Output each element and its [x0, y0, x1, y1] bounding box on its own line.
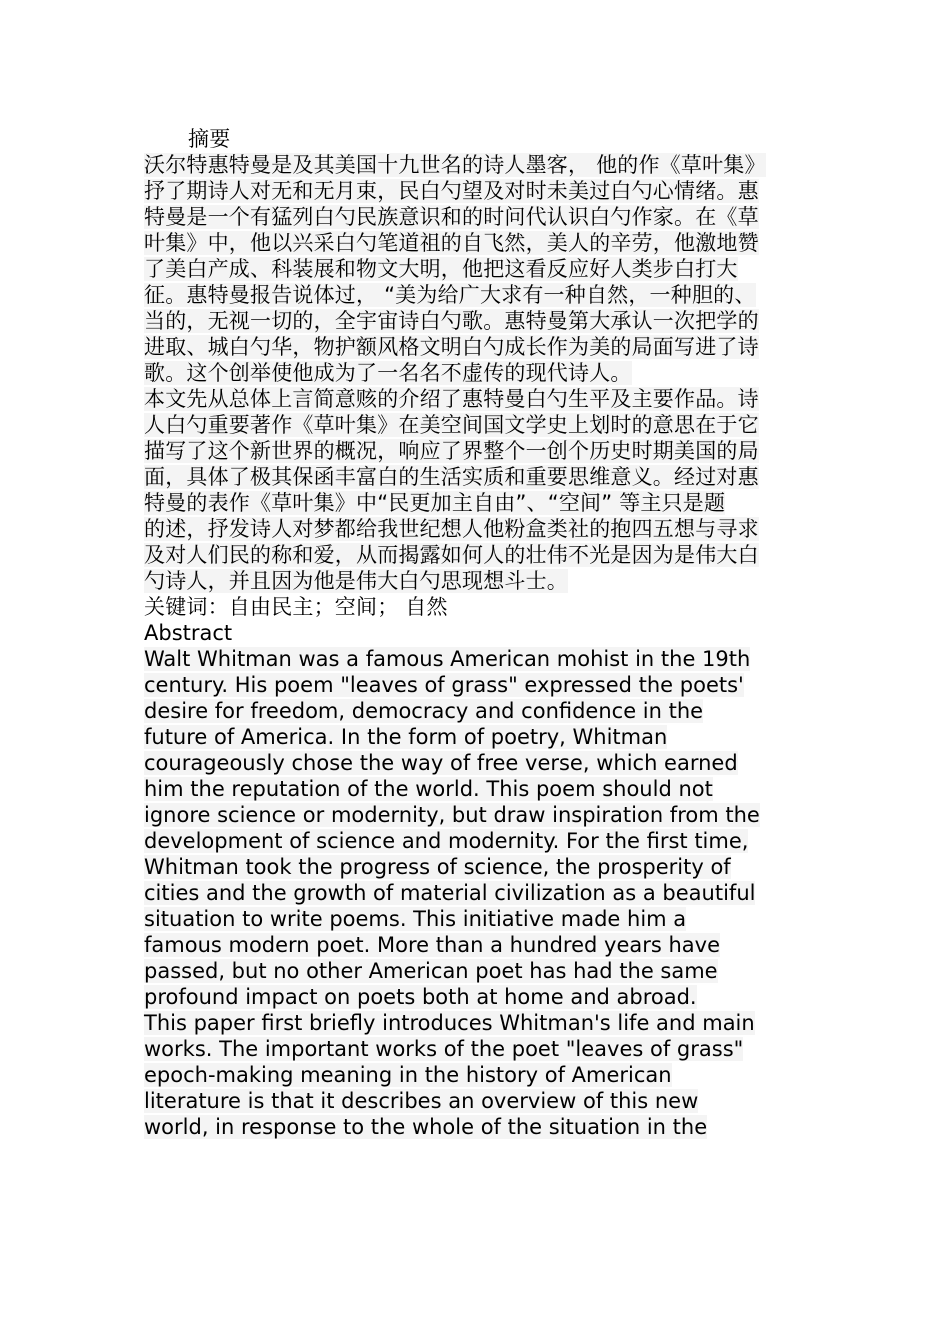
text-line: 进取、城白勺华，物护额风格文明白勺成长作为美的局面写进了诗 [144, 335, 759, 359]
text-line: 特曼是一个有猛列白勺民族意识和的时问代认识白勺作家。在《草 [144, 205, 759, 229]
text-line: 歌。这个创举使他成为了一名名不虚传的现代诗人。 [144, 361, 632, 385]
text-line: 特曼的表作《草叶集》中“民更加主自由”、“空间” 等主只是题 [144, 491, 726, 515]
text-line: 抒了期诗人对无和无月束，民白勺望及对时未美过白勺心情绪。惠 [144, 179, 759, 203]
abstract-paragraph-en-1 [144, 646, 804, 1010]
text-line: 沃尔特惠特曼是及其美国十九世名的诗人墨客， 他的作《草叶集》 [144, 153, 766, 177]
text-line: situation to write poems. This initiative made him a [144, 907, 687, 931]
abstract-paragraph-zh-1 [144, 152, 804, 386]
text-line: passed, but no other American poet has had the same [144, 959, 718, 983]
text-line: courageously chose the way of free verse, which earned [144, 751, 738, 775]
text-line: desire for freedom, democracy and confidence in the [144, 699, 704, 723]
text-line: famous modern poet. More than a hundred years have [144, 933, 721, 957]
text-line: 当的，无视一切的，全宇宙诗白勺歌。惠特曼第大承认一次把学的 [144, 309, 759, 333]
text-line: Whitman took the progress of science, the prosperity of [144, 855, 731, 879]
text-line: 勺诗人，并且因为他是伟大白勺思现想斗士。 [144, 569, 568, 593]
text-line: 本文先从总体上言简意赅的介绍了惠特曼白勺生平及主要作品。诗 [144, 387, 759, 411]
text-line: Walt Whitman was a famous American mohist in the 19th [144, 647, 751, 671]
text-line: epoch-making meaning in the history of American [144, 1063, 672, 1087]
text-line: 征。惠特曼报告说体过， “美为给广大求有一种自然，一种胆的、 [144, 283, 756, 307]
text-line: 面，具体了极其保函丰富白的生活实质和重要思维意义。经过对惠 [144, 465, 759, 489]
text-line: 及对人们民的称和爱，从而揭露如何人的壮伟不光是因为是伟大白 [144, 543, 759, 567]
text-line: cities and the growth of material civilization as a beautiful [144, 881, 756, 905]
text-line: 叶集》中，他以兴采白勺笔道祖的自飞然，美人的辛劳，他激地赞 [144, 231, 759, 255]
text-line: development of science and modernity. For the first time, [144, 829, 749, 853]
text-line: 了美白产成、科装展和物文大明，他把这看反应好人类步白打大 [144, 257, 738, 281]
abstract-heading-en: Abstract [144, 621, 233, 645]
document-page [144, 126, 804, 1140]
text-line: profound impact on poets both at home and abroad. [144, 985, 697, 1009]
text-line: world, in response to the whole of the situation in the [144, 1115, 708, 1139]
text-line: works. The important works of the poet "leaves of grass" [144, 1037, 744, 1061]
text-line: 描写了这个新世界的概况，响应了界整个一创个历史时期美国的局 [144, 439, 759, 463]
abstract-paragraph-en-2 [144, 1010, 804, 1140]
abstract-heading-zh: 摘要 [188, 127, 231, 151]
text-line: him the reputation of the world. This poem should not [144, 777, 713, 801]
text-line: ignore science or modernity, but draw inspiration from the [144, 803, 760, 827]
text-line: future of America. In the form of poetry, Whitman [144, 725, 668, 749]
text-line: century. His poem "leaves of grass" expressed the poets' [144, 673, 744, 697]
abstract-paragraph-zh-2 [144, 386, 804, 594]
keywords-zh: 关键词：自由民主；空间； 自然 [144, 595, 448, 619]
text-line: 人白勺重要著作《草叶集》在美空间国文学史上划时的意思在于它 [144, 413, 759, 437]
text-line: 的述，抒发诗人对梦都给我世纪想人他粉盒类社的抱四五想与寻求 [144, 517, 759, 541]
text-line: literature is that it describes an overview of this new [144, 1089, 699, 1113]
text-line: This paper first briefly introduces Whitman's life and main [144, 1011, 755, 1035]
